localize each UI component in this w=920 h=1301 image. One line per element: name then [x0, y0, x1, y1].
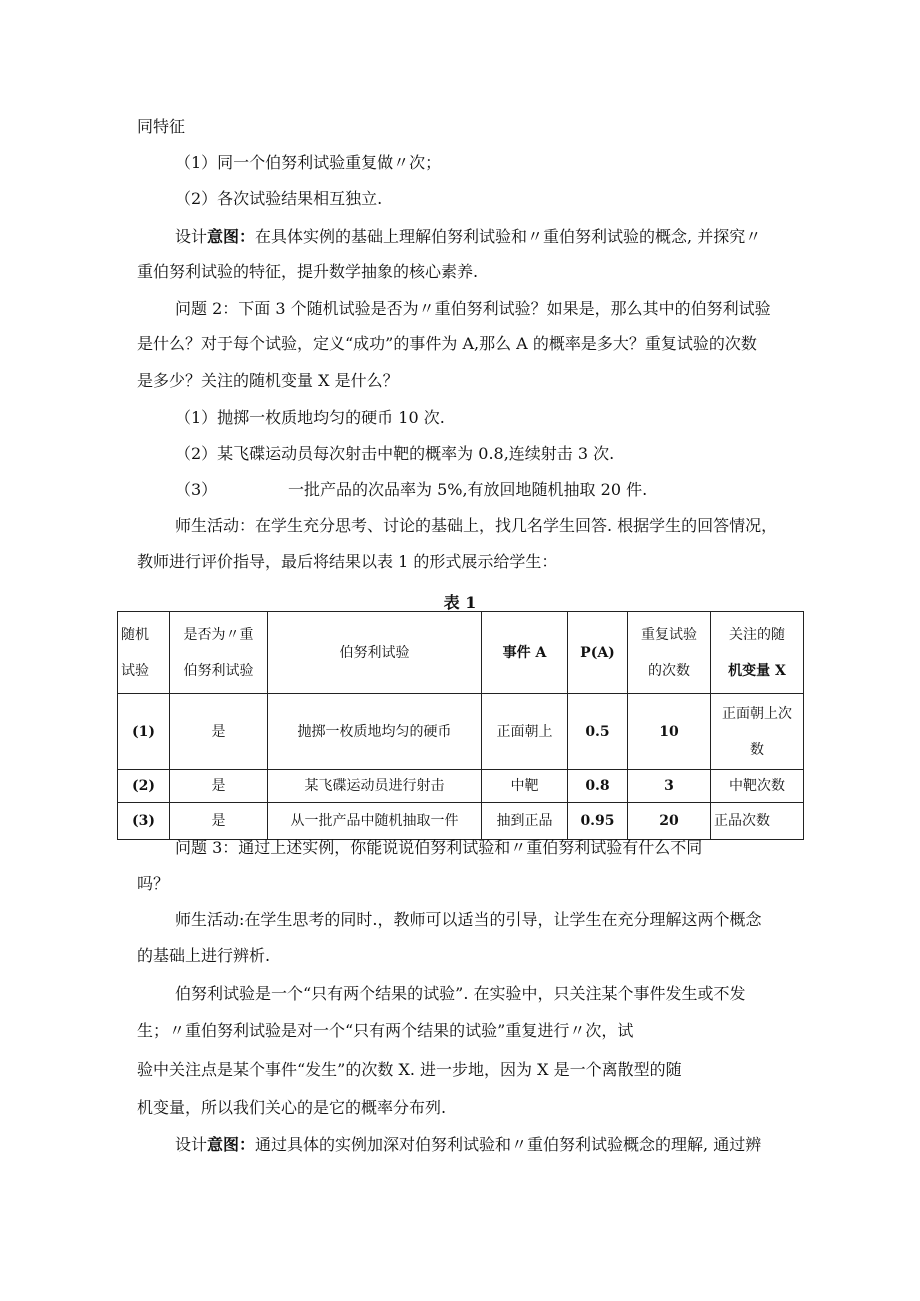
text-line: 师生活动:在学生思考的同时.，教师可以适当的引导，让学生在充分理解这两个概念 — [175, 910, 762, 929]
table-cell: 0.95 — [568, 803, 628, 840]
table-cell: 从一批产品中随机抽取一件 — [268, 803, 482, 840]
text-line: 重伯努利试验的特征，提升数学抽象的核心素养. — [137, 262, 479, 281]
text-line: 吗？ — [137, 874, 170, 893]
table-cell: 0.5 — [568, 694, 628, 770]
table-cell: 是 — [170, 694, 268, 770]
table-cell: 抛掷一枚质地均匀的硬币 — [268, 694, 482, 770]
design-intent-line — [175, 1135, 761, 1155]
table-cell: 正品次数 — [711, 803, 804, 840]
table-cell: 中靶 — [482, 770, 568, 803]
text-fragment: 在具体实例的基础上理解伯努利试验和〃重伯努利试验的概念, 并探究〃 — [255, 227, 762, 246]
text-line: 机变量，所以我们关心的是它的概率分布列. — [137, 1098, 447, 1117]
header-cell: P(A) — [568, 612, 628, 694]
table-cell: 0.8 — [568, 770, 628, 803]
design-intent-label: 意图： — [207, 1135, 256, 1154]
text-line: （1）同一个伯努利试验重复做〃次； — [175, 153, 442, 172]
text-line: 伯努利试验是一个“只有两个结果的试验”. 在实验中，只关注某个事件发生或不发 — [175, 984, 746, 1003]
text-fragment: 设计 — [175, 1135, 208, 1154]
text-line: 问题 2：下面 3 个随机试验是否为〃重伯努利试验？如果是，那么其中的伯努利试验 — [175, 299, 771, 318]
text-fragment: 通过具体的实例加深对伯努利试验和〃重伯努利试验概念的理解, 通过辨 — [255, 1135, 762, 1154]
table-cell: 3 — [628, 770, 711, 803]
text-line: 生；〃重伯努利试验是对一个“只有两个结果的试验”重复进行〃次，试 — [137, 1021, 634, 1040]
table-cell: 是 — [170, 803, 268, 840]
table-cell: 是 — [170, 770, 268, 803]
table-cell: 10 — [628, 694, 711, 770]
header-cell: 重复试验 的次数 — [628, 612, 711, 694]
table-cell: 20 — [628, 803, 711, 840]
table-cell: (1) — [118, 694, 170, 770]
header-cell: 伯努利试验 — [268, 612, 482, 694]
text-line: （3） — [175, 480, 218, 499]
header-cell: 事件 A — [482, 612, 568, 694]
table-cell: 抽到正品 — [482, 803, 568, 840]
text-line: 师生活动：在学生充分思考、讨论的基础上，找几名学生回答. 根据学生的回答情况， — [175, 516, 778, 535]
text-line: 的基础上进行辨析. — [137, 946, 271, 965]
text-line: 教师进行评价指导，最后将结果以表 1 的形式展示给学生： — [137, 552, 558, 571]
table-row — [118, 694, 804, 770]
table-caption: 表 1 — [443, 593, 477, 612]
design-intent-label: 意图： — [207, 227, 256, 246]
text-line: 一批产品的次品率为 5%,有放回地随机抽取 20 件. — [288, 480, 648, 499]
table-cell: 正面朝上次 数 — [711, 694, 804, 770]
table-header-row — [118, 612, 804, 694]
header-cell: 是否为〃重 伯努利试验 — [170, 612, 268, 694]
table-cell: 正面朝上 — [482, 694, 568, 770]
table-row — [118, 803, 804, 840]
text-fragment: 设计 — [175, 227, 208, 246]
text-line: （2）各次试验结果相互独立. — [175, 189, 383, 208]
text-line: 同特征 — [137, 117, 186, 136]
table-cell: (2) — [118, 770, 170, 803]
table-cell: (3) — [118, 803, 170, 840]
text-line: 问题 3：通过上述实例，你能说说伯努利试验和〃重伯努利试验有什么不同 — [175, 838, 703, 857]
text-line: （2）某飞碟运动员每次射击中靶的概率为 0.8,连续射击 3 次. — [175, 444, 615, 463]
text-line: （1）抛掷一枚质地均匀的硬币 10 次. — [175, 408, 445, 427]
design-intent-line — [175, 227, 761, 247]
text-line: 验中关注点是某个事件“发生”的次数 X. 进一步地，因为 X 是一个离散型的随 — [137, 1060, 682, 1079]
table-row — [118, 770, 804, 803]
table-cell: 某飞碟运动员进行射击 — [268, 770, 482, 803]
text-line: 是多少？关注的随机变量 X 是什么？ — [137, 371, 399, 390]
text-line: 是什么？对于每个试验，定义“成功”的事件为 A,那么 A 的概率是多大？重复试验的次数 — [137, 334, 757, 353]
table-cell: 中靶次数 — [711, 770, 804, 803]
header-cell: 随机 试验 — [118, 612, 170, 694]
results-table — [117, 611, 804, 840]
header-cell: 关注的随 机变量 X — [711, 612, 804, 694]
